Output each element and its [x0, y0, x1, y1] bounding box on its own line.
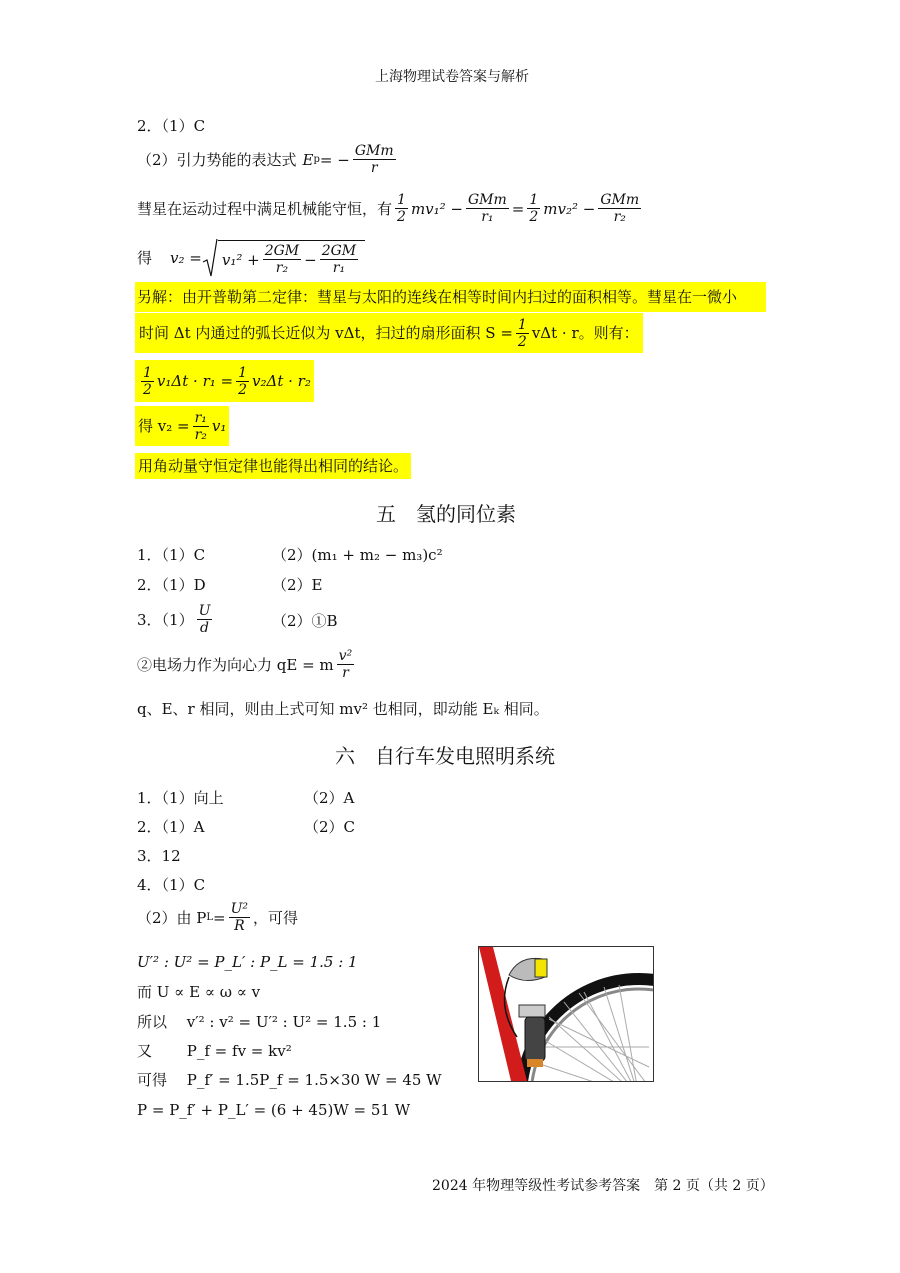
minus: − [304, 250, 317, 269]
v1sq: v₁² + [221, 250, 260, 269]
2gm-over-r2: $\frac{2GM}{\text{r₂}}$ [264, 243, 300, 276]
r1-over-r2: $\frac{\text{r₁}}{\text{r₂}}$ [194, 409, 207, 443]
ep-sub: p [313, 153, 320, 165]
page-header: 上海物理试卷答案与解析 [375, 69, 529, 85]
gmm-over-r: $\frac{\text{GMm}}{r}$ [354, 143, 394, 176]
s6-q4b3: ，可得 [253, 908, 299, 927]
eq-neg: = − [319, 150, 350, 169]
half-5: $\frac{1}{2}$ [238, 364, 248, 398]
s5-q3b: （2）①B [272, 612, 338, 630]
s5-q1a: 1．（1）C [137, 546, 206, 564]
s6-l4: 又 P_f = fv = kv² [137, 1042, 292, 1060]
half-2: $\frac{1}{2}$ [529, 192, 539, 225]
s6-q4b2: = [213, 908, 226, 927]
de-label: 得 [137, 249, 153, 267]
gmm-over-r1: $\frac{\text{GMm}}{\text{r₁}}$ [468, 192, 507, 225]
alt3a: v₁Δt · r₁ = [156, 372, 234, 390]
s6-l5: 可得 P_f′ = 1.5P_f = 1.5×30 W = 45 W [137, 1071, 442, 1089]
s5-q2b: （2）E [272, 576, 323, 594]
mv1-term: mv₁² − [410, 199, 463, 218]
half-4: $\frac{1}{2}$ [143, 364, 152, 398]
s6-l6: P = P_f′ + P_L′ = (6 + 45)W = 51 W [137, 1101, 411, 1119]
q2-2-label: （2）引力势能的表达式 [137, 150, 297, 169]
alt2b: vΔt · r。则有： [531, 324, 639, 342]
s6-q4a: 4．（1）C [137, 876, 206, 894]
s6-q2a: 2．（1）A [137, 818, 205, 836]
s6-q3: 3．12 [137, 847, 181, 865]
s5-q1b: （2）(m₁ + m₂ − m₃)c² [272, 546, 443, 564]
v2-result-line [137, 238, 365, 278]
s5-q2a: 2．（1）D [137, 576, 206, 594]
q2-1: 2．（1）C [137, 117, 206, 135]
ep-symbol: E [302, 150, 314, 169]
alt-solution-line-5: 用角动量守恒定律也能得出相同的结论。 [135, 453, 411, 479]
energy-conservation-line [137, 192, 644, 225]
sqrt-expression [202, 238, 365, 278]
pl-sub: L [206, 911, 214, 923]
v2-eq: v₂ = [170, 249, 202, 267]
v2-over-r: $\frac{\text{v²}}{r}$ [338, 648, 353, 681]
bicycle-wheel-illustration [479, 947, 653, 1081]
s5-q3-line [137, 603, 215, 636]
alt-solution-line-4 [135, 406, 229, 446]
s5-q3a: 3．（1） [137, 610, 194, 629]
s6-l3: 所以 v′² : v² = U′² : U² = 1.5 : 1 [137, 1013, 382, 1031]
u2-over-r: $\frac{\text{U²}}{R}$ [230, 901, 249, 934]
conserve-text: 彗星在运动过程中满足机械能守恒，有 [137, 199, 393, 218]
s5-q3c-line [137, 648, 357, 681]
alt-solution-line-3 [135, 360, 314, 402]
s5-q3c: ②电场力作为向心力 qE = m [137, 655, 334, 674]
bicycle-dynamo-figure [478, 946, 654, 1082]
mv2-term: mv₂² − [543, 199, 596, 218]
page-footer: 2024 年物理等级性考试参考答案 第 2 页（共 2 页） [432, 1178, 774, 1194]
section-6-title: 六 自行车发电照明系统 [335, 744, 555, 768]
alt2a: 时间 Δt 内通过的弧长近似为 vΔt，扫过的扇形面积 S = [139, 324, 513, 342]
s6-q1b: （2）A [304, 789, 355, 807]
equals: = [511, 199, 525, 218]
q2-2-line [137, 143, 399, 176]
alt-solution-line-1: 另解：由开普勒第二定律：彗星与太阳的连线在相等时间内扫过的面积相等。彗星在一微小 [135, 282, 766, 312]
s6-q2b: （2）C [304, 818, 356, 836]
s6-q1a: 1．（1）向上 [137, 789, 224, 807]
u-over-d: $\frac{U}{d}$ [198, 603, 211, 636]
s6-l1: U′² : U² = P_L′ : P_L = 1.5 : 1 [137, 953, 358, 971]
alt4b: v₁ [211, 417, 227, 435]
section-5-title: 五 氢的同位素 [376, 502, 516, 526]
half-1: $\frac{1}{2}$ [397, 192, 406, 225]
s6-q4b1: （2）由 P [137, 908, 207, 927]
s6-q4b-line [137, 901, 298, 934]
alt3b: v₂Δt · r₂ [252, 372, 311, 390]
alt4a: 得 v₂ = [138, 417, 190, 435]
2gm-over-r1: $\frac{2GM}{\text{r₁}}$ [321, 243, 357, 276]
sqrt-sign-icon [202, 238, 218, 278]
alt-solution-line-2 [135, 313, 643, 353]
half-3: $\frac{1}{2}$ [517, 316, 527, 350]
gmm-over-r2: $\frac{\text{GMm}}{\text{r₂}}$ [600, 192, 640, 225]
s5-q3d: q、E、r 相同，则由上式可知 mv² 也相同，即动能 Eₖ 相同。 [137, 700, 549, 718]
s6-l2: 而 U ∝ E ∝ ω ∝ v [137, 983, 261, 1001]
